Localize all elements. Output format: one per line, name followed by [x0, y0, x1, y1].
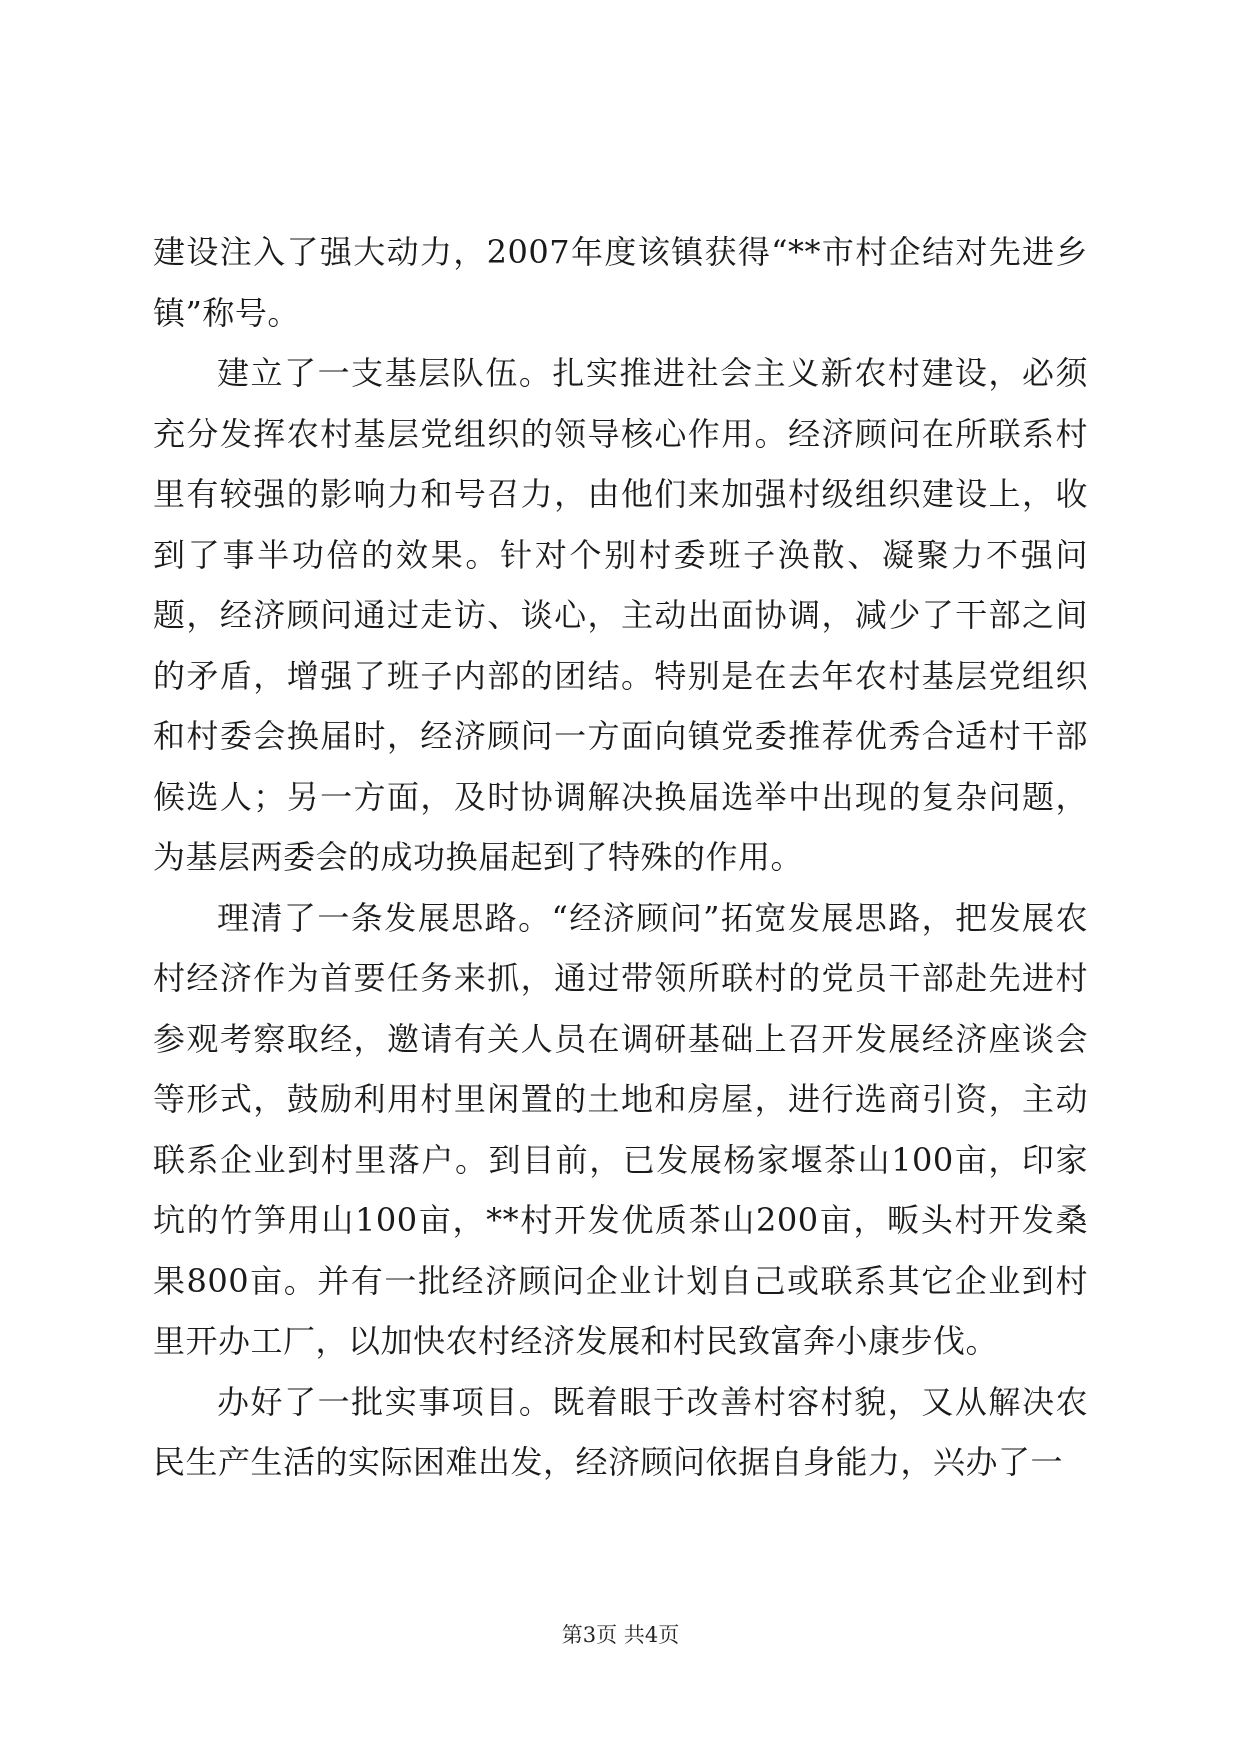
page-footer	[0, 1621, 1241, 1649]
paragraph-1: 建设注入了强大动力，2007年度该镇获得“**市村企结对先进乡镇”称号。	[153, 233, 1088, 332]
document-body	[153, 222, 1088, 1493]
page-number-label: 第3页 共4页	[561, 1623, 680, 1647]
paragraph-4: 办好了一批实事项目。既着眼于改善村容村貌，又从解决农民生产生活的实际困难出发，经济顾问依据自身能力，兴办了一	[153, 1382, 1088, 1481]
paragraph-2: 建立了一支基层队伍。扎实推进社会主义新农村建设，必须充分发挥农村基层党组织的领导核心作用。经济顾问在所联系村里有较强的影响力和号召力，由他们来加强村级组织建设上，收到了事半功倍的效果。针对个别村委班子涣散、凝聚力不强问题，经济顾问通过走访、谈心，主动出面协调，减少了干部之间的矛盾，增强了班子内部的团结。特别是在去年农村基层党组织和村委会换届时，经济顾问一方面向镇党委推荐优秀合适村干部候选人；另一方面，及时协调解决换届选举中出现的复杂问题，为基层两委会的成功换届起到了特殊的作用。	[153, 354, 1088, 876]
paragraph-3: 理清了一条发展思路。“经济顾问”拓宽发展思路，把发展农村经济作为首要任务来抓，通过带领所联村的党员干部赴先进村参观考察取经，邀请有关人员在调研基础上召开发展经济座谈会等形式，鼓励利用村里闲置的土地和房屋，进行选商引资，主动联系企业到村里落户。到目前，已发展杨家堰茶山100亩，印家坑的竹笋用山100亩，**村开发优质茶山200亩，畈头村开发桑果800亩。并有一批经济顾问企业计划自己或联系其它企业到村里开办工厂，以加快农村经济发展和村民致富奔小康步伐。	[153, 898, 1088, 1360]
